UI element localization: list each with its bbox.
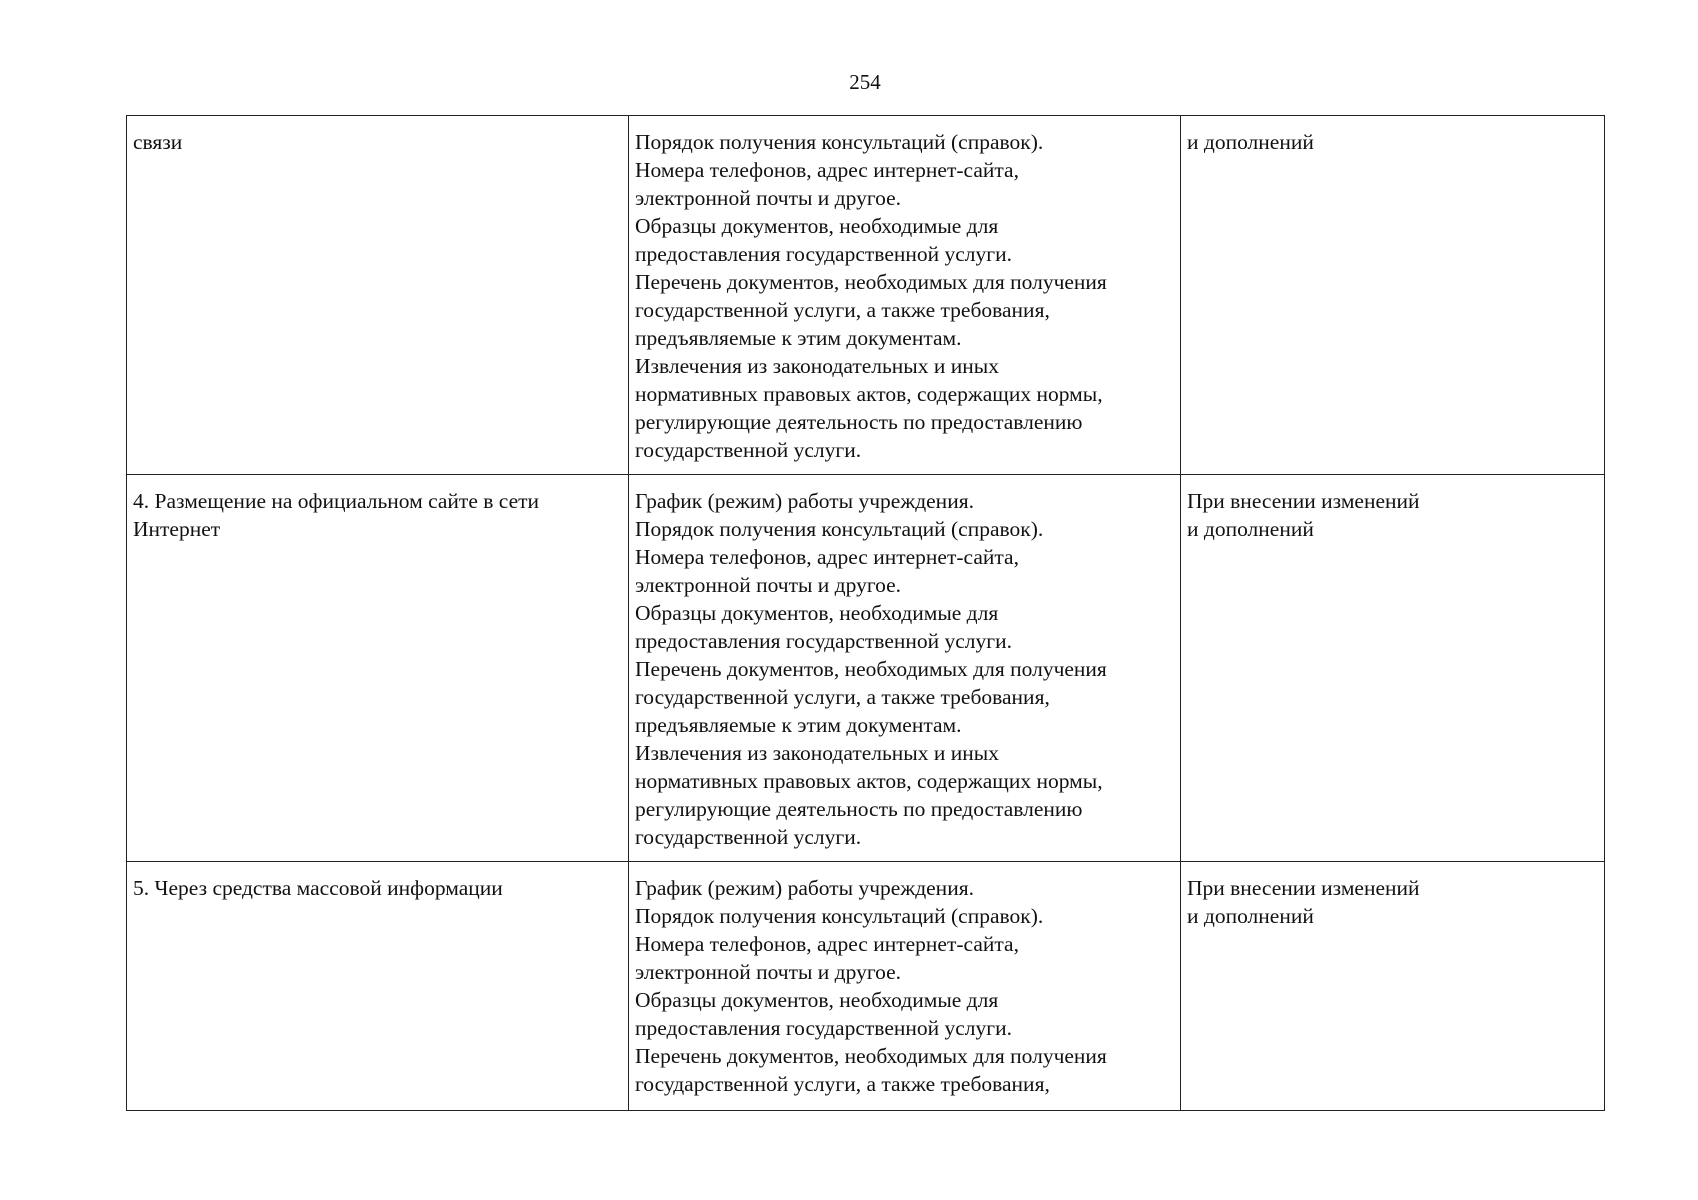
channel-cell: связи — [127, 116, 629, 475]
table-row — [127, 862, 1605, 1111]
channel-cell: 4. Размещение на официальном сайте в сети Интернет — [127, 475, 629, 862]
channel-cell: 5. Через средства массовой информации — [127, 862, 629, 1111]
table-row — [127, 116, 1605, 475]
content-cell: График (режим) работы учреждения. Порядок получения консультаций (справок). Номера телефонов, адрес интернет-сайта, электронной почты и другое. Образцы документов, необходимые для предоставления государственной услуги. Перечень документов, необходимых для получения государственной услуги, а также требования, предъявляемые к этим документам. Извлечения из законодательных и иных нормативных правовых актов, содержащих нормы, регулирующие деятельность по предоставлению государственной услуги. — [629, 475, 1181, 862]
content-cell: График (режим) работы учреждения. Порядок получения консультаций (справок). Номера телефонов, адрес интернет-сайта, электронной почты и другое. Образцы документов, необходимые для предоставления государственной услуги. Перечень документов, необходимых для получения государственной услуги, а также требования, — [629, 862, 1181, 1111]
page-number: 254 — [849, 70, 881, 94]
periodicity-cell: и дополнений — [1181, 116, 1605, 475]
content-cell: Порядок получения консультаций (справок). Номера телефонов, адрес интернет-сайта, электронной почты и другое. Образцы документов, необходимые для предоставления государственной услуги. Перечень документов, необходимых для получения государственной услуги, а также требования, предъявляемые к этим документам. Извлечения из законодательных и иных нормативных правовых актов, содержащих нормы, регулирующие деятельность по предоставлению государственной услуги. — [629, 116, 1181, 475]
periodicity-cell: При внесении изменений и дополнений — [1181, 862, 1605, 1111]
info-table — [126, 115, 1605, 1111]
table-row — [127, 475, 1605, 862]
periodicity-cell: При внесении изменений и дополнений — [1181, 475, 1605, 862]
